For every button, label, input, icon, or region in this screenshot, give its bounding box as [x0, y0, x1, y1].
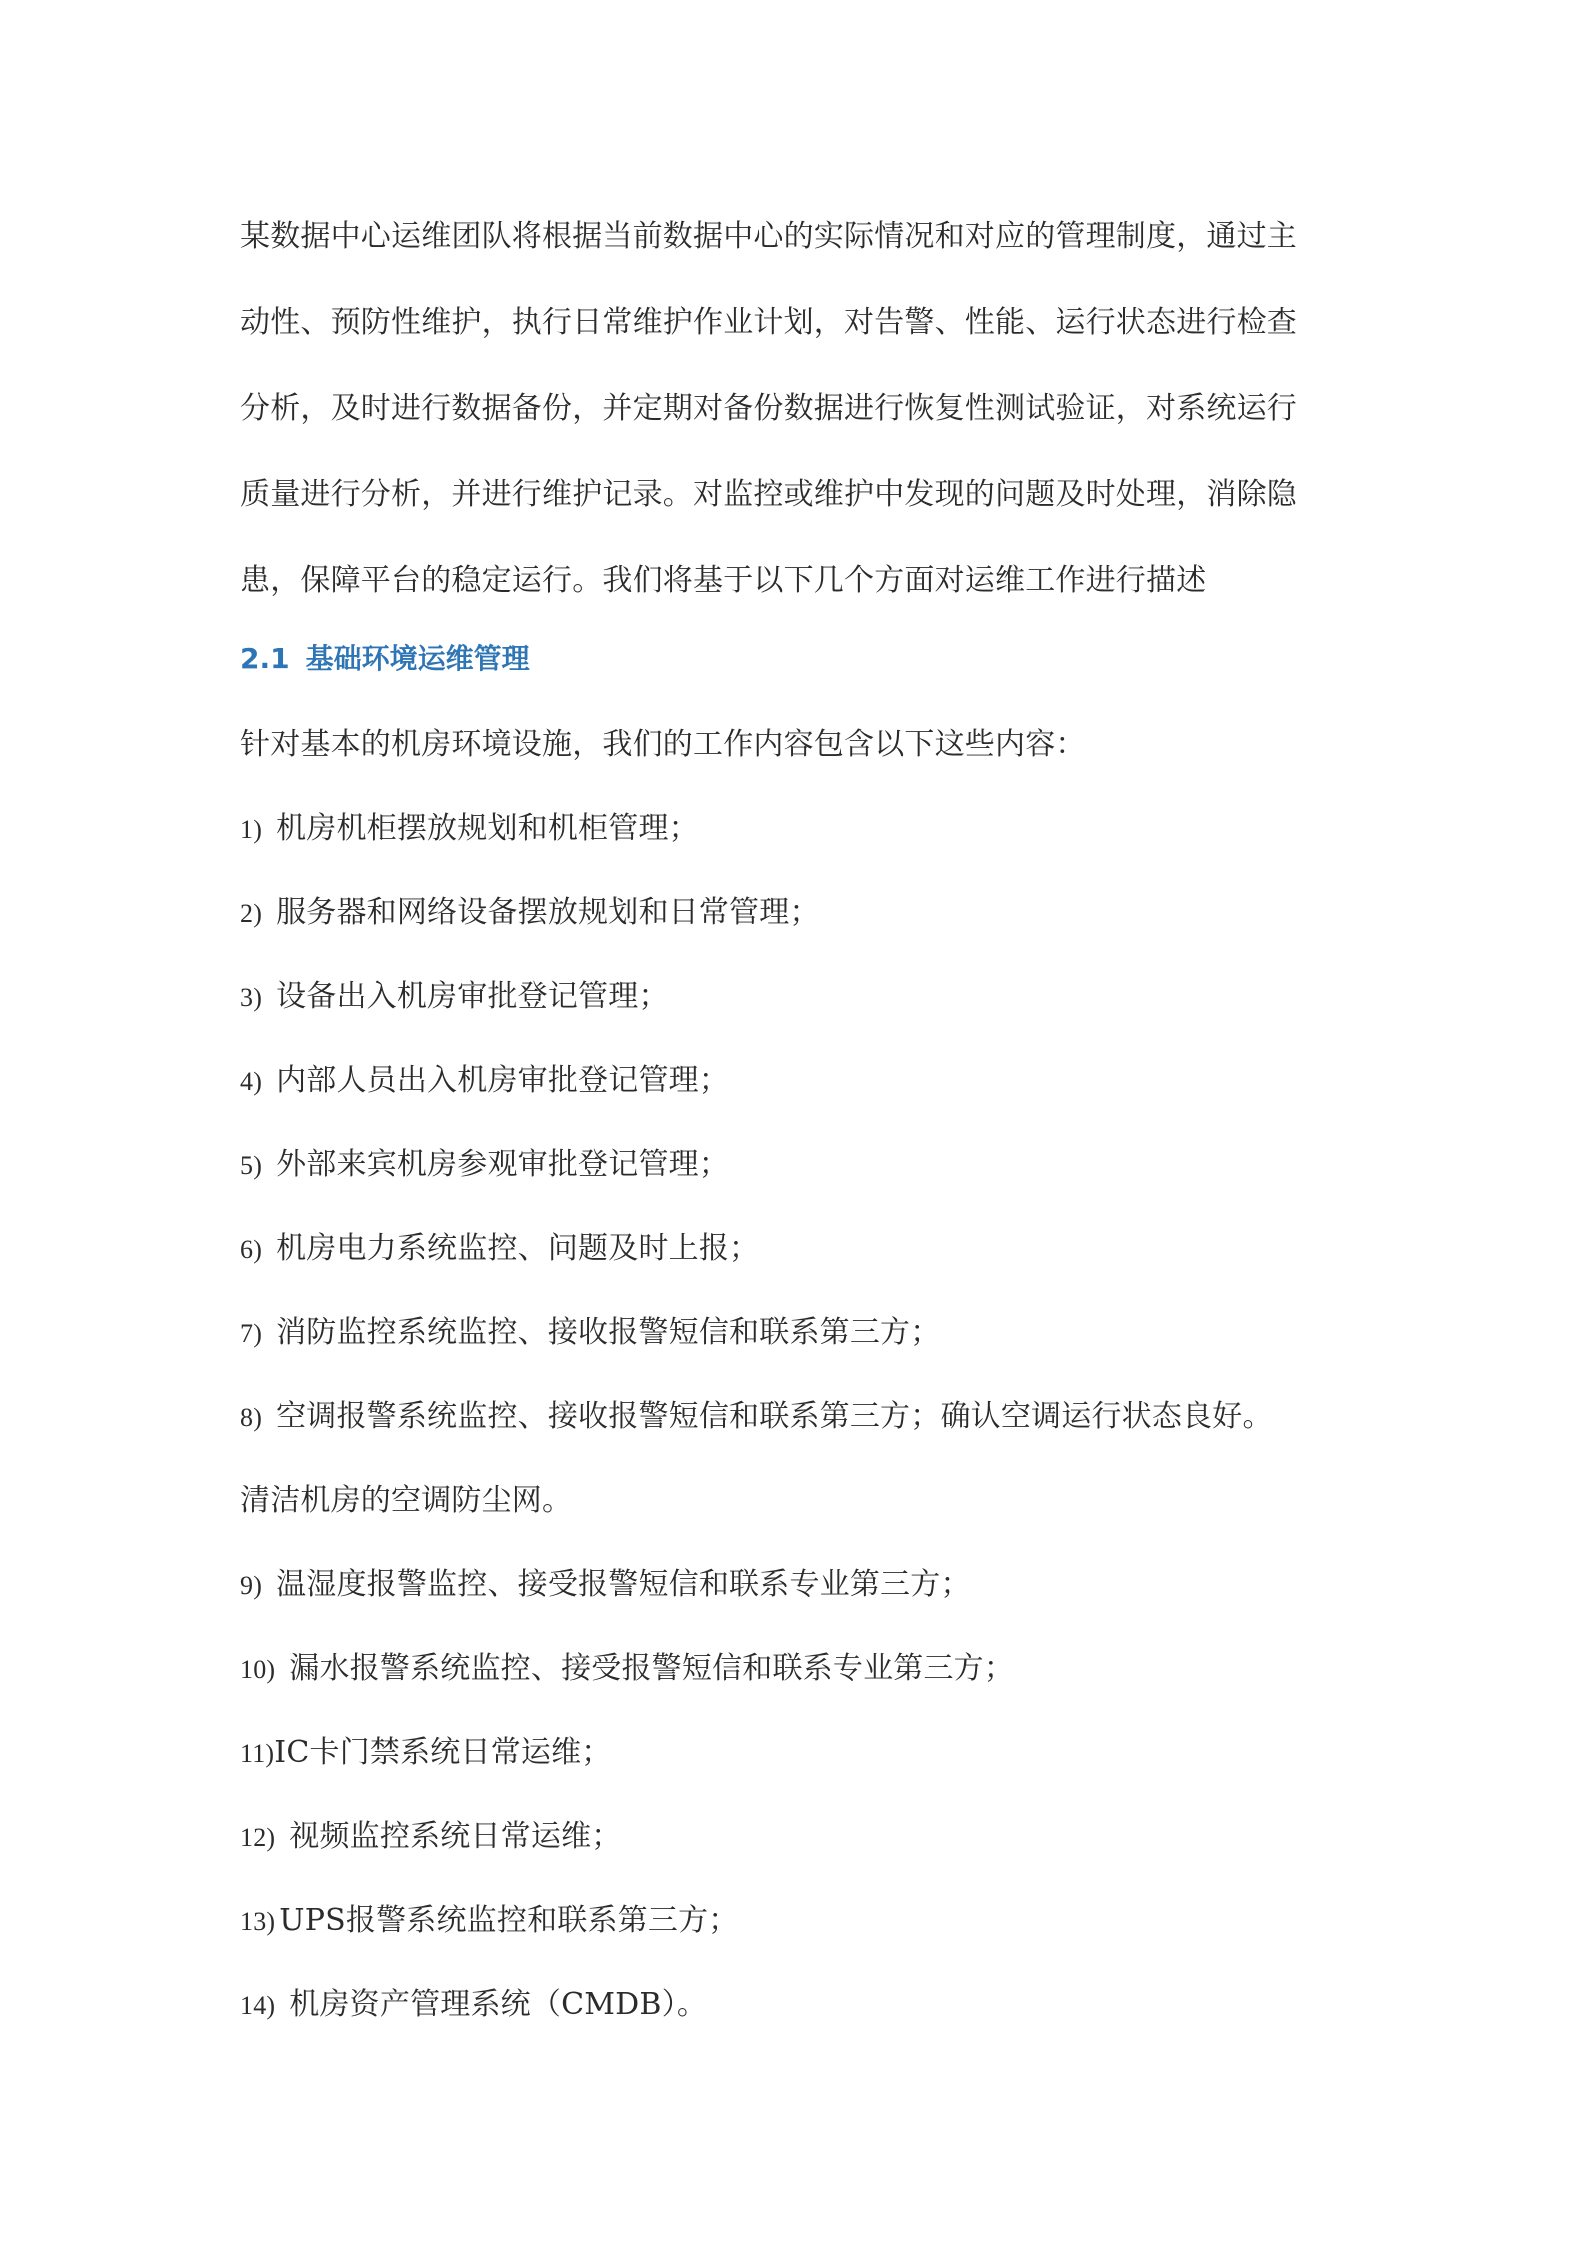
list-item-number: 4)	[240, 1067, 263, 1096]
list-item-text: 漏水报警系统监控、接受报警短信和联系专业第三方；	[289, 1651, 1015, 1686]
list-item-text: 空调报警系统监控、接收报警短信和联系第三方；确认空调运行状态良好。	[276, 1399, 1273, 1434]
list-item-text: 消防监控系统监控、接收报警短信和联系第三方；	[276, 1315, 941, 1350]
list-item-text: 机房资产管理系统（CMDB）。	[289, 1987, 708, 2022]
section-number: 2.1	[240, 642, 290, 675]
list-item	[240, 977, 669, 1018]
intro-line: 分析，及时进行数据备份，并定期对备份数据进行恢复性测试验证，对系统运行	[240, 391, 1297, 426]
list-item-text: 机房电力系统监控、问题及时上报；	[276, 1231, 760, 1266]
list-item	[240, 893, 820, 934]
list-item-text: 机房机柜摆放规划和机柜管理；	[276, 811, 699, 846]
list-item-number: 9)	[240, 1571, 263, 1600]
list-item	[240, 1229, 759, 1270]
list-item-number: 1)	[240, 815, 263, 844]
lead-sentence: 针对基本的机房环境设施，我们的工作内容包含以下这些内容：	[240, 727, 1086, 762]
list-item-number: 11)	[240, 1739, 275, 1768]
list-item-number: 2)	[240, 899, 263, 928]
list-item-text: 内部人员出入机房审批登记管理；	[276, 1063, 730, 1098]
intro-line: 患，保障平台的稳定运行。我们将基于以下几个方面对运维工作进行描述	[240, 563, 1207, 598]
list-item-number: 7)	[240, 1319, 263, 1348]
list-item-continuation	[240, 1481, 572, 1521]
section-heading	[240, 637, 530, 677]
list-item	[240, 1817, 621, 1858]
list-item-text: 清洁机房的空调防尘网。	[240, 1483, 573, 1518]
list-item-number: 13)	[240, 1907, 276, 1936]
intro-line: 质量进行分析，并进行维护记录。对监控或维护中发现的问题及时处理，消除隐	[240, 477, 1297, 512]
list-item-number: 8)	[240, 1403, 263, 1432]
list-item-text: 服务器和网络设备摆放规划和日常管理；	[276, 895, 820, 930]
list-item-text: 外部来宾机房参观审批登记管理；	[276, 1147, 730, 1182]
list-item	[240, 1649, 1014, 1690]
list-item-number: 6)	[240, 1235, 263, 1264]
list-item	[240, 1985, 707, 2026]
list-item-number: 3)	[240, 983, 263, 1012]
list-item-text: 温湿度报警监控、接受报警短信和联系专业第三方；	[276, 1567, 971, 1602]
section-title: 基础环境运维管理	[305, 642, 530, 675]
list-item	[240, 1397, 1273, 1438]
list-item	[240, 1901, 739, 1942]
list-item-text: 视频监控系统日常运维；	[289, 1819, 622, 1854]
list-item	[240, 1565, 971, 1606]
list-item-text: 设备出入机房审批登记管理；	[276, 979, 669, 1014]
intro-paragraph	[240, 204, 1360, 634]
list-item	[240, 1313, 940, 1354]
list-item	[240, 1061, 729, 1102]
list-item	[240, 809, 699, 850]
list-item-number: 14)	[240, 1991, 276, 2020]
list-item-text: IC卡门禁系统日常运维；	[274, 1735, 612, 1770]
intro-line: 某数据中心运维团队将根据当前数据中心的实际情况和对应的管理制度，通过主	[240, 219, 1297, 254]
list-item	[240, 1733, 612, 1774]
intro-line: 动性、预防性维护，执行日常维护作业计划，对告警、性能、运行状态进行检查	[240, 305, 1297, 340]
list-item-number: 5)	[240, 1151, 263, 1180]
list-item-text: UPS报警系统监控和联系第三方；	[279, 1903, 739, 1938]
list-item-number: 12)	[240, 1823, 276, 1852]
list-item-number: 10)	[240, 1655, 276, 1684]
list-item	[240, 1145, 729, 1186]
